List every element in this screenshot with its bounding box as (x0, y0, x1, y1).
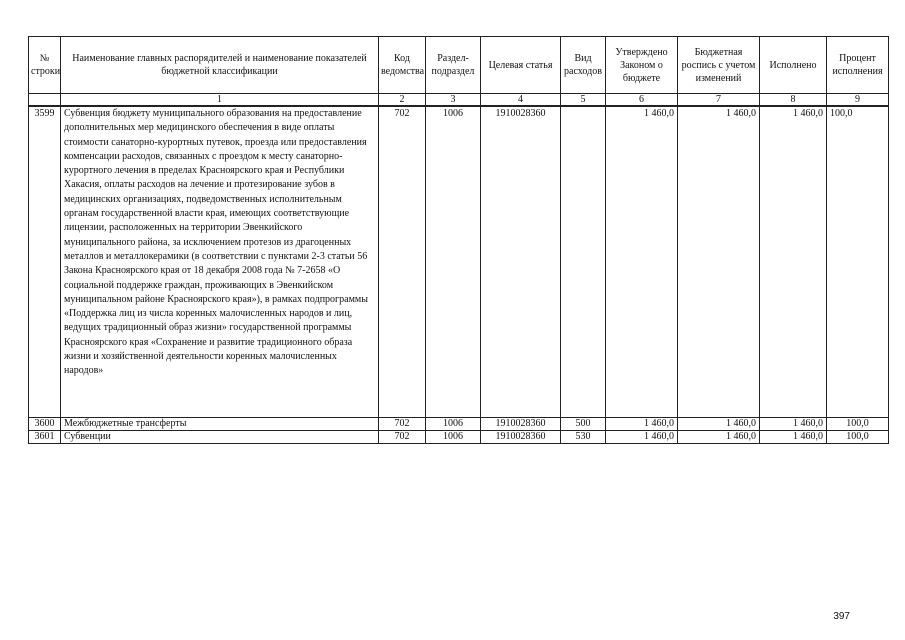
table-row (29, 106, 889, 418)
row-dept-code: 702 (379, 418, 426, 431)
row-target-article: 1910028360 (481, 431, 561, 444)
row-target-article: 1910028360 (481, 418, 561, 431)
column-number: 2 (379, 94, 426, 107)
row-budget-schedule: 1 460,0 (678, 106, 760, 418)
row-percent: 100,0 (827, 431, 889, 444)
column-number-row (29, 94, 889, 107)
header-row (29, 37, 889, 94)
column-number: 6 (606, 94, 678, 107)
header-executed: Исполнено (760, 37, 827, 94)
row-budget-schedule: 1 460,0 (678, 418, 760, 431)
row-expense-type (561, 106, 606, 418)
row-executed: 1 460,0 (760, 431, 827, 444)
row-percent: 100,0 (827, 106, 889, 418)
row-target-article: 1910028360 (481, 106, 561, 418)
budget-execution-table (28, 36, 889, 444)
column-number: 1 (61, 94, 379, 107)
row-name: Межбюджетные трансферты (61, 418, 379, 431)
header-expense-type: Вид расходов (561, 37, 606, 94)
row-expense-type: 530 (561, 431, 606, 444)
row-dept-code: 702 (379, 431, 426, 444)
row-line-number: 3601 (29, 431, 61, 444)
row-executed: 1 460,0 (760, 106, 827, 418)
row-line-number: 3600 (29, 418, 61, 431)
row-section: 1006 (426, 106, 481, 418)
column-number: 9 (827, 94, 889, 107)
row-expense-type: 500 (561, 418, 606, 431)
row-name: Субвенция бюджету муниципального образования на предоставление дополнительных мер медицинского обеспечения в виде оплаты стоимости санаторно-курортных путевок, проезда или предоставления компенсации расходов, связанных с проездом к месту санаторно-курортного лечения в пределах Красноярского края и Республики Хакасия, оплаты расходов на лечение и протезирование зубов в медицинских организациях, подведомственных исполнительным органам государственной власти края, имеющих соответствующие лицензии, расположенных на территории Эвенкийского муниципального района, за исключением протезов из драгоценных металлов и металлокерамики (в соответствии с пунктами 2-3 статьи 56 Закона Красноярского края от 18 декабря 2008 года № 7-2658 «О социальной поддержке граждан, проживающих в Эвенкийском муниципальном районе Красноярского края»), в рамках подпрограммы «Поддержка лиц из числа коренных малочисленных народов и лиц, ведущих традиционный образ жизни» государственной программы Красноярского края «Сохранение и развитие традиционного образа жизни и хозяйственной деятельности коренных малочисленных народов» (61, 106, 379, 418)
row-budget-schedule: 1 460,0 (678, 431, 760, 444)
row-percent: 100,0 (827, 418, 889, 431)
row-dept-code: 702 (379, 106, 426, 418)
table-row (29, 418, 889, 431)
table-row (29, 431, 889, 444)
row-approved: 1 460,0 (606, 106, 678, 418)
column-number: 5 (561, 94, 606, 107)
column-number: 8 (760, 94, 827, 107)
row-name: Субвенции (61, 431, 379, 444)
row-section: 1006 (426, 431, 481, 444)
row-line-number: 3599 (29, 106, 61, 418)
column-number: 7 (678, 94, 760, 107)
header-line-number: № строки (29, 37, 61, 94)
column-number: 3 (426, 94, 481, 107)
page-number: 397 (833, 611, 850, 622)
column-number (29, 94, 61, 107)
row-section: 1006 (426, 418, 481, 431)
header-dept-code: Код ведомства (379, 37, 426, 94)
header-name: Наименование главных распорядителей и наименование показателей бюджетной классификации (61, 37, 379, 94)
row-approved: 1 460,0 (606, 418, 678, 431)
header-section: Раздел-подраздел (426, 37, 481, 94)
row-approved: 1 460,0 (606, 431, 678, 444)
header-approved: Утверждено Законом о бюджете (606, 37, 678, 94)
header-percent: Процент исполнения (827, 37, 889, 94)
row-executed: 1 460,0 (760, 418, 827, 431)
header-budget-schedule: Бюджетная роспись с учетом изменений (678, 37, 760, 94)
header-target-article: Целевая статья (481, 37, 561, 94)
column-number: 4 (481, 94, 561, 107)
